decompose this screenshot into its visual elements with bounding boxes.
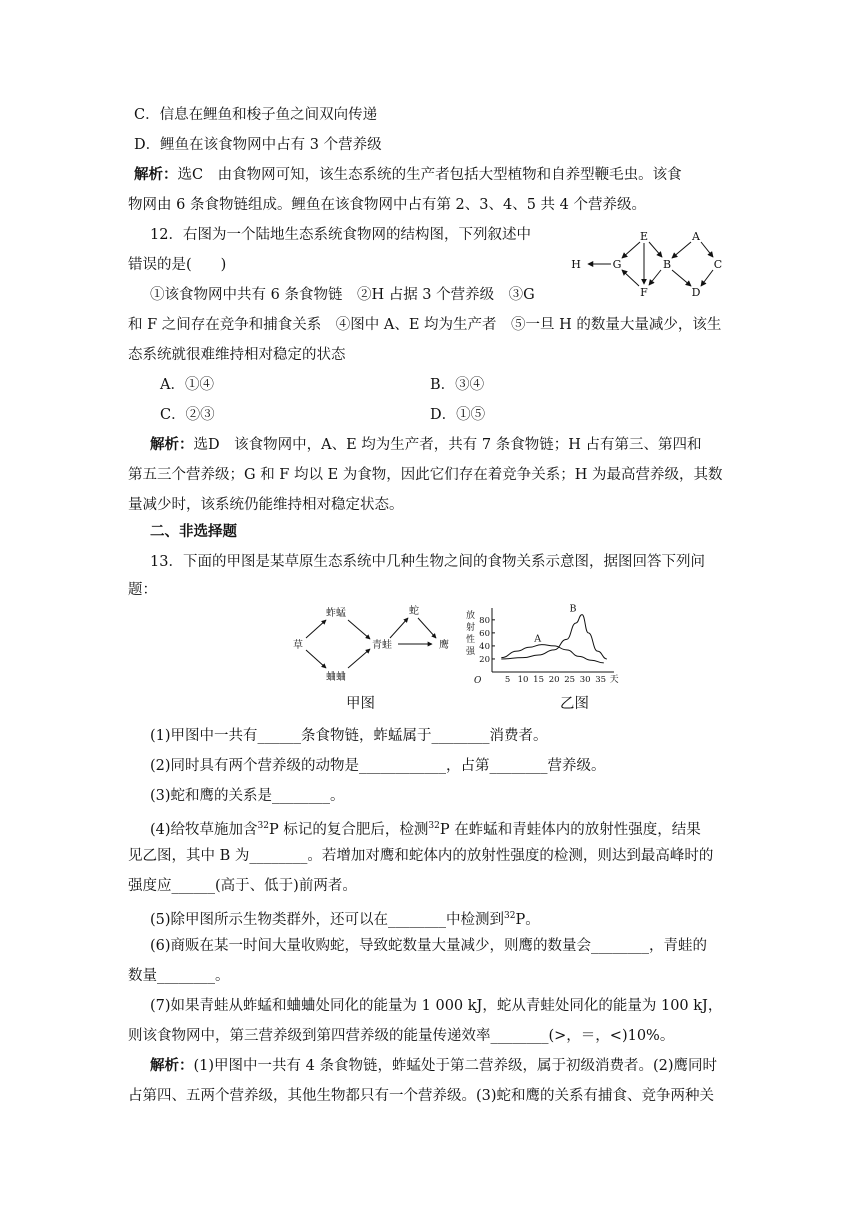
node-frog: 青蛙 bbox=[372, 640, 392, 651]
y-tick-label: 80 bbox=[479, 615, 490, 626]
arrow-cricket-frog bbox=[348, 649, 370, 668]
analysis-13-line-1 bbox=[150, 1056, 717, 1076]
y-axis-label-4: 强 bbox=[466, 647, 476, 657]
question-12-line-2: 错误的是( ) bbox=[128, 257, 227, 273]
subq-4-line-3: 强度应______(高于、低于)前两者。 bbox=[128, 878, 357, 894]
caption-yi: 乙图 bbox=[560, 696, 589, 712]
subq-4-part-a: (4)给牧草施加含 bbox=[150, 821, 258, 838]
x-tick-label: 25 bbox=[564, 675, 576, 685]
subq-6-line-1: (6)商贩在某一时间大量收购蛇，导致蛇数量大量减少，则鹰的数量会________，青蛙的 bbox=[150, 938, 708, 954]
option-12-c: C．②③ bbox=[160, 407, 215, 423]
arrow-frog-snake bbox=[390, 618, 408, 638]
y-axis-label-3: 性 bbox=[466, 635, 476, 645]
x-tick-label: 20 bbox=[548, 675, 560, 685]
subq-4-line-1 bbox=[150, 816, 701, 840]
subq-2: (2)同时具有两个营养级的动物是____________，占第________营养级。 bbox=[150, 758, 606, 774]
node-c: C bbox=[713, 258, 723, 271]
arrow-e-g bbox=[622, 242, 640, 258]
subq-5-part-a: (5)除甲图所示生物类群外，还可以在________中检测到 bbox=[150, 911, 505, 928]
analysis-11-line-1 bbox=[134, 165, 682, 185]
arrow-c-d bbox=[701, 270, 713, 286]
subq-4-part-c: P 在蚱蜢和青蛙体内的放射性强度，结果 bbox=[439, 821, 701, 838]
option-c: C．信息在鲤鱼和梭子鱼之间双向传递 bbox=[134, 107, 378, 123]
y-tick-label: 60 bbox=[479, 628, 490, 639]
y-tick-label: 20 bbox=[479, 654, 490, 665]
subq-4-line-2: 见乙图，其中 B 为________。若增加对鹰和蛇体内的放射性强度的检测，则达到最高峰时的 bbox=[128, 848, 714, 864]
node-snake: 蛇 bbox=[409, 606, 419, 617]
subq-4-part-b: P 标记的复合肥后，检测 bbox=[269, 821, 429, 838]
arrow-snake-eagle bbox=[418, 618, 436, 638]
node-cricket: 蛐蛐 bbox=[326, 672, 346, 683]
question-13-line-1: 13．下面的甲图是某草原生态系统中几种生物之间的食物关系示意图，据图回答下列问 bbox=[150, 554, 705, 570]
subq-3: (3)蛇和鹰的关系是________。 bbox=[150, 788, 345, 804]
analysis-12-line-2: 第五三个营养级；G 和 F 均以 E 为食物，因此它们存在着竞争关系；H 为最高营养级，其数 bbox=[128, 467, 723, 483]
node-g: G bbox=[612, 258, 622, 271]
analysis-11-line-2: 物网由 6 条食物链组成。鲤鱼在该食物网中占有第 2、3、4、5 共 4 个营养级。 bbox=[128, 197, 647, 213]
option-12-b: B．③④ bbox=[430, 377, 485, 393]
series-line-b bbox=[501, 615, 607, 659]
question-12-line-5: 态系统就很难维持相对稳定的状态 bbox=[128, 347, 346, 363]
subq-6-line-2: 数量________。 bbox=[128, 968, 230, 984]
node-a: A bbox=[692, 230, 700, 243]
option-d: D．鲤鱼在该食物网中占有 3 个营养级 bbox=[134, 137, 382, 153]
node-f: F bbox=[640, 286, 648, 299]
question-12-line-3: ①该食物网中共有 6 条食物链 ②H 占据 3 个营养级 ③G bbox=[150, 287, 535, 303]
node-b: B bbox=[662, 258, 672, 271]
x-tick-label: 15 bbox=[533, 675, 544, 685]
arrow-b-d bbox=[672, 270, 691, 286]
analysis-text: (1)甲图中一共有 4 条食物链，蚱蜢处于第二营养级，属于初级消费者。(2)鹰同时 bbox=[193, 1058, 718, 1074]
analysis-12-line-1 bbox=[150, 435, 702, 455]
x-tick-label: 35 bbox=[595, 675, 607, 685]
node-d: D bbox=[691, 286, 701, 299]
subq-1: (1)甲图中一共有______条食物链，蚱蜢属于________消费者。 bbox=[150, 728, 548, 744]
analysis-label: 解析： bbox=[150, 437, 194, 453]
superscript-32: 32 bbox=[504, 911, 516, 921]
arrow-b-f bbox=[649, 270, 661, 285]
node-e: E bbox=[639, 230, 649, 243]
x-tick-label: 30 bbox=[579, 675, 591, 685]
question-13-line-2: 题： bbox=[128, 582, 157, 598]
subq-7-line-2: 则该食物网中，第三营养级到第四营养级的能量传递效率________(>，＝，<)10%。 bbox=[128, 1028, 675, 1044]
food-web-12-svg bbox=[560, 228, 730, 300]
node-eagle: 鹰 bbox=[439, 640, 449, 651]
origin-label: O bbox=[474, 676, 482, 686]
analysis-label: 解析： bbox=[150, 1058, 194, 1074]
y-tick-label: 40 bbox=[479, 641, 490, 652]
chart-plot-layer bbox=[479, 604, 619, 685]
analysis-13-line-2: 占第四、五两个营养级，其他生物都只有一个营养级。(3)蛇和鹰的关系有捕食、竞争两种关 bbox=[128, 1088, 715, 1104]
arrow-grass-cricket bbox=[306, 650, 326, 668]
x-axis-label: 天 bbox=[609, 675, 619, 685]
arrow-f-g bbox=[622, 270, 639, 286]
subq-5 bbox=[150, 906, 540, 930]
node-grass: 草 bbox=[293, 640, 303, 651]
option-12-a: A．①④ bbox=[160, 377, 214, 393]
analysis-label: 解析： bbox=[134, 167, 178, 183]
node-h: H bbox=[571, 258, 581, 271]
x-tick-label: 10 bbox=[517, 675, 529, 685]
analysis-text: 选D 该食物网中，A、E 均为生产者，共有 7 条食物链；H 占有第三、第四和 bbox=[193, 437, 702, 453]
arrow-a-c bbox=[701, 242, 713, 257]
series-label-b: B bbox=[569, 603, 577, 615]
chart-svg bbox=[462, 603, 622, 688]
x-tick-label: 5 bbox=[504, 675, 511, 685]
question-12-line-4: 和 F 之间存在竞争和捕食关系 ④图中 A、E 均为生产者 ⑤一旦 H 的数量大量减少，该生 bbox=[128, 317, 722, 333]
question-12-line-1: 12．右图为一个陆地生态系统食物网的结构图，下列叙述中 bbox=[150, 227, 531, 243]
arrow-e-b bbox=[649, 242, 662, 257]
food-web-13-svg bbox=[286, 606, 466, 686]
subq-7-line-1: (7)如果青蛙从蚱蜢和蛐蛐处同化的能量为 1 000 kJ，蛇从青蛙处同化的能量为 100 kJ， bbox=[150, 998, 723, 1014]
series-label-a: A bbox=[534, 633, 542, 645]
y-axis-label-1: 放 bbox=[466, 611, 476, 621]
y-axis-label-2: 射 bbox=[466, 623, 476, 633]
subq-5-part-b: P。 bbox=[515, 911, 540, 928]
arrow-grasshopper-frog bbox=[348, 620, 370, 639]
node-grasshopper: 蚱蜢 bbox=[326, 608, 346, 619]
analysis-text: 选C 由食物网可知，该生态系统的生产者包括大型植物和自养型鞭毛虫。该食 bbox=[177, 167, 682, 183]
superscript-32: 32 bbox=[428, 821, 440, 831]
arrow-grass-grasshopper bbox=[306, 620, 326, 638]
analysis-12-line-3: 量减少时，该系统仍能维持相对稳定状态。 bbox=[128, 497, 404, 513]
arrow-a-b bbox=[672, 242, 691, 258]
series-line-a bbox=[501, 645, 603, 663]
caption-jia: 甲图 bbox=[346, 696, 375, 712]
superscript-32: 32 bbox=[257, 821, 269, 831]
section-heading: 二、非选择题 bbox=[150, 524, 237, 540]
option-12-d: D．①⑤ bbox=[430, 407, 486, 423]
